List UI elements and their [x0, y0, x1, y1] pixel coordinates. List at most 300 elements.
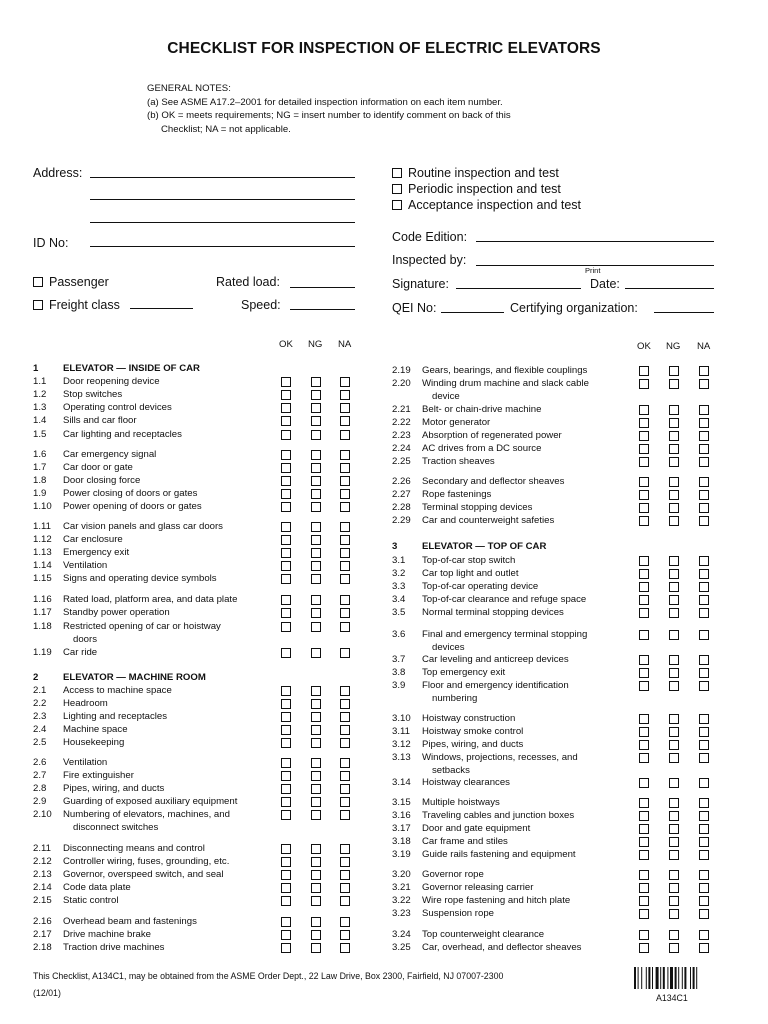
item-number: 3.17 [392, 823, 411, 834]
ok-checkbox[interactable] [639, 608, 649, 618]
ng-checkbox[interactable] [311, 450, 321, 460]
na-checkbox[interactable] [699, 753, 709, 763]
ng-checkbox[interactable] [311, 595, 321, 605]
ok-checkbox[interactable] [281, 758, 291, 768]
item-label: Car door or gate [63, 462, 133, 473]
na-checkbox[interactable] [699, 569, 709, 579]
ng-checkbox[interactable] [669, 405, 679, 415]
item-number: 1.18 [33, 621, 52, 632]
item-number: 2.24 [392, 443, 411, 454]
ok-checkbox[interactable] [281, 535, 291, 545]
ok-checkbox[interactable] [281, 548, 291, 558]
na-checkbox[interactable] [340, 896, 350, 906]
item-number: 2.3 [33, 711, 47, 722]
ng-checkbox[interactable] [669, 490, 679, 500]
ok-checkbox[interactable] [639, 727, 649, 737]
acceptance-option[interactable] [392, 198, 581, 212]
ng-checkbox[interactable] [669, 503, 679, 513]
ng-checkbox[interactable] [311, 430, 321, 440]
ng-checkbox[interactable] [669, 418, 679, 428]
na-checkbox[interactable] [340, 622, 350, 632]
ng-checkbox[interactable] [311, 403, 321, 413]
ok-checkbox[interactable] [281, 896, 291, 906]
passenger-option[interactable] [33, 275, 109, 289]
ok-checkbox[interactable] [281, 502, 291, 512]
item-number: 2.8 [33, 783, 47, 794]
na-checkbox[interactable] [340, 476, 350, 486]
ng-checkbox[interactable] [311, 416, 321, 426]
ok-checkbox[interactable] [639, 850, 649, 860]
item-number: 3.3 [392, 581, 406, 592]
ok-checkbox[interactable] [281, 377, 291, 387]
ng-checkbox[interactable] [311, 489, 321, 499]
ok-checkbox[interactable] [639, 418, 649, 428]
ng-checkbox[interactable] [311, 522, 321, 532]
ng-checkbox[interactable] [311, 622, 321, 632]
ok-checkbox[interactable] [281, 883, 291, 893]
ok-checkbox[interactable] [281, 712, 291, 722]
na-checkbox[interactable] [340, 725, 350, 735]
ng-checkbox[interactable] [669, 379, 679, 389]
ng-checkbox[interactable] [311, 377, 321, 387]
item-label: Ventilation [63, 757, 108, 768]
na-checkbox[interactable] [340, 771, 350, 781]
na-checkbox[interactable] [699, 896, 709, 906]
ok-checkbox[interactable] [639, 753, 649, 763]
ok-checkbox[interactable] [639, 943, 649, 953]
na-checkbox[interactable] [699, 477, 709, 487]
na-checkbox[interactable] [699, 943, 709, 953]
ng-checkbox[interactable] [669, 431, 679, 441]
ok-checkbox[interactable] [639, 457, 649, 467]
ng-checkbox[interactable] [669, 556, 679, 566]
ok-checkbox[interactable] [639, 503, 649, 513]
na-checkbox[interactable] [699, 418, 709, 428]
na-checkbox[interactable] [340, 686, 350, 696]
ng-checkbox[interactable] [669, 477, 679, 487]
item-label: Controller wiring, fuses, grounding, etc. [63, 856, 230, 867]
ng-checkbox[interactable] [311, 686, 321, 696]
ok-checkbox[interactable] [639, 930, 649, 940]
na-checkbox[interactable] [340, 784, 350, 794]
na-checkbox[interactable] [340, 502, 350, 512]
ng-checkbox[interactable] [311, 608, 321, 618]
item-number: 1.13 [33, 547, 52, 558]
na-checkbox[interactable] [699, 444, 709, 454]
item-label: AC drives from a DC source [422, 443, 542, 454]
na-checkbox[interactable] [699, 850, 709, 860]
ng-checkbox[interactable] [669, 896, 679, 906]
ok-checkbox[interactable] [639, 477, 649, 487]
item-label: Top-of-car clearance and refuge space [422, 594, 587, 605]
ng-checkbox[interactable] [311, 896, 321, 906]
na-checkbox[interactable] [699, 870, 709, 880]
ok-checkbox[interactable] [639, 896, 649, 906]
ng-checkbox[interactable] [669, 930, 679, 940]
na-checkbox[interactable] [340, 430, 350, 440]
ng-checkbox[interactable] [311, 771, 321, 781]
na-checkbox[interactable] [340, 390, 350, 400]
na-checkbox[interactable] [340, 548, 350, 558]
ng-checkbox[interactable] [311, 463, 321, 473]
item-label: Power closing of doors or gates [63, 488, 198, 499]
item-label: Car and counterweight safeties [422, 515, 555, 526]
ng-checkbox[interactable] [669, 714, 679, 724]
ok-checkbox[interactable] [639, 444, 649, 454]
na-checkbox[interactable] [340, 403, 350, 413]
na-checkbox[interactable] [699, 457, 709, 467]
item-label: Winding drum machine and slack cable [422, 378, 589, 389]
ng-checkbox[interactable] [311, 917, 321, 927]
item-label: Static control [63, 895, 119, 906]
ok-checkbox[interactable] [281, 608, 291, 618]
ok-checkbox[interactable] [639, 681, 649, 691]
ng-checkbox[interactable] [669, 582, 679, 592]
na-checkbox[interactable] [340, 699, 350, 709]
ng-checkbox[interactable] [311, 699, 321, 709]
na-checkbox[interactable] [340, 758, 350, 768]
inspected-by-label: Inspected by: [392, 253, 467, 267]
ng-checkbox[interactable] [669, 850, 679, 860]
item-label: Governor rope [422, 869, 484, 880]
footer-text: This Checklist, A134C1, may be obtained from the ASME Order Dept., 22 Law Drive, Box 2300, Fairfield, NJ 07007-2300 [33, 971, 504, 981]
freight-class-option[interactable] [33, 298, 120, 312]
ng-checkbox[interactable] [669, 909, 679, 919]
ng-checkbox[interactable] [311, 857, 321, 867]
address-line-1[interactable] [90, 177, 355, 178]
ok-checkbox[interactable] [639, 778, 649, 788]
ok-checkbox[interactable] [281, 857, 291, 867]
ok-checkbox[interactable] [281, 797, 291, 807]
na-checkbox[interactable] [340, 943, 350, 953]
address-line-3[interactable] [90, 222, 355, 223]
ng-checkbox[interactable] [311, 784, 321, 794]
ng-checkbox[interactable] [669, 740, 679, 750]
na-checkbox[interactable] [699, 405, 709, 415]
na-checkbox[interactable] [340, 648, 350, 658]
ng-checkbox[interactable] [669, 798, 679, 808]
na-checkbox[interactable] [699, 811, 709, 821]
na-checkbox[interactable] [699, 556, 709, 566]
ok-checkbox[interactable] [639, 870, 649, 880]
ng-checkbox[interactable] [311, 930, 321, 940]
freight-class-line[interactable] [130, 308, 193, 309]
ng-checkbox[interactable] [669, 824, 679, 834]
na-checkbox[interactable] [699, 431, 709, 441]
ng-checkbox[interactable] [311, 943, 321, 953]
item-number: 1.16 [33, 594, 52, 605]
ok-checkbox[interactable] [639, 811, 649, 821]
ok-checkbox[interactable] [281, 489, 291, 499]
item-label: Overhead beam and fastenings [63, 916, 197, 927]
na-checkbox[interactable] [340, 561, 350, 571]
ng-checkbox[interactable] [669, 630, 679, 640]
na-checkbox[interactable] [340, 857, 350, 867]
periodic-option[interactable] [392, 182, 561, 196]
left-ng-header: NG [308, 339, 323, 350]
na-checkbox[interactable] [340, 738, 350, 748]
na-checkbox[interactable] [699, 909, 709, 919]
ok-checkbox[interactable] [639, 714, 649, 724]
item-label: Car, overhead, and deflector sheaves [422, 942, 582, 953]
na-checkbox[interactable] [699, 727, 709, 737]
speed-line[interactable] [290, 309, 355, 310]
ok-checkbox[interactable] [281, 917, 291, 927]
ng-checkbox[interactable] [311, 758, 321, 768]
id-no-line[interactable] [90, 246, 355, 247]
ok-checkbox[interactable] [281, 390, 291, 400]
ok-checkbox[interactable] [281, 725, 291, 735]
ng-checkbox[interactable] [669, 457, 679, 467]
ng-checkbox[interactable] [669, 569, 679, 579]
item-number: 2.1 [33, 685, 47, 696]
na-checkbox[interactable] [699, 714, 709, 724]
ok-checkbox[interactable] [639, 516, 649, 526]
item-label-continued: disconnect switches [73, 822, 159, 833]
item-label: ELEVATOR — TOP OF CAR [422, 541, 547, 552]
item-number: 2.20 [392, 378, 411, 389]
ng-checkbox[interactable] [311, 797, 321, 807]
item-number: 2.23 [392, 430, 411, 441]
item-number: 2.25 [392, 456, 411, 467]
ok-checkbox[interactable] [281, 943, 291, 953]
na-checkbox[interactable] [340, 608, 350, 618]
na-checkbox[interactable] [699, 778, 709, 788]
na-checkbox[interactable] [340, 450, 350, 460]
ok-checkbox[interactable] [639, 655, 649, 665]
ng-checkbox[interactable] [669, 883, 679, 893]
qei-no-label: QEI No: [392, 301, 437, 315]
ok-checkbox[interactable] [281, 463, 291, 473]
na-checkbox[interactable] [699, 366, 709, 376]
item-number: 1.9 [33, 488, 47, 499]
ok-checkbox[interactable] [639, 366, 649, 376]
ng-checkbox[interactable] [669, 444, 679, 454]
ng-checkbox[interactable] [669, 837, 679, 847]
na-checkbox[interactable] [340, 489, 350, 499]
ok-checkbox[interactable] [639, 740, 649, 750]
ng-checkbox[interactable] [669, 366, 679, 376]
ng-checkbox[interactable] [311, 844, 321, 854]
na-checkbox[interactable] [699, 490, 709, 500]
ng-checkbox[interactable] [311, 476, 321, 486]
item-number: 1.8 [33, 475, 47, 486]
item-label: Absorption of regenerated power [422, 430, 562, 441]
acceptance-checkbox[interactable] [392, 200, 402, 210]
ng-checkbox[interactable] [669, 753, 679, 763]
na-checkbox[interactable] [340, 712, 350, 722]
item-label: Gears, bearings, and flexible couplings [422, 365, 588, 376]
ok-checkbox[interactable] [281, 561, 291, 571]
ok-checkbox[interactable] [281, 450, 291, 460]
na-checkbox[interactable] [340, 844, 350, 854]
item-number: 2.18 [33, 942, 52, 953]
freight-class-checkbox[interactable] [33, 300, 43, 310]
ng-checkbox[interactable] [311, 648, 321, 658]
item-label: Top-of-car operating device [422, 581, 539, 592]
code-edition-line[interactable] [476, 241, 714, 242]
na-checkbox[interactable] [699, 798, 709, 808]
right-na-header: NA [697, 341, 711, 352]
ok-checkbox[interactable] [281, 686, 291, 696]
ok-checkbox[interactable] [639, 798, 649, 808]
na-checkbox[interactable] [699, 582, 709, 592]
na-checkbox[interactable] [699, 837, 709, 847]
ok-checkbox[interactable] [639, 883, 649, 893]
qei-no-line[interactable] [441, 312, 504, 313]
item-label: Terminal stopping devices [422, 502, 533, 513]
item-label: Lighting and receptacles [63, 711, 168, 722]
ok-checkbox[interactable] [639, 668, 649, 678]
ng-checkbox[interactable] [311, 870, 321, 880]
signature-line[interactable] [456, 288, 581, 289]
ng-checkbox[interactable] [311, 810, 321, 820]
periodic-checkbox[interactable] [392, 184, 402, 194]
na-checkbox[interactable] [340, 416, 350, 426]
ok-checkbox[interactable] [281, 648, 291, 658]
na-checkbox[interactable] [699, 379, 709, 389]
na-checkbox[interactable] [699, 503, 709, 513]
ng-checkbox[interactable] [311, 738, 321, 748]
na-checkbox[interactable] [699, 655, 709, 665]
rated-load-line[interactable] [290, 287, 355, 288]
ng-checkbox[interactable] [311, 502, 321, 512]
ok-checkbox[interactable] [281, 699, 291, 709]
item-number: 3.9 [392, 680, 406, 691]
item-label: Code data plate [63, 882, 131, 893]
item-label: Rope fastenings [422, 489, 492, 500]
na-checkbox[interactable] [699, 824, 709, 834]
ng-checkbox[interactable] [669, 943, 679, 953]
item-number: 3.12 [392, 739, 411, 750]
date-line[interactable] [625, 288, 714, 289]
na-checkbox[interactable] [340, 535, 350, 545]
ng-checkbox[interactable] [311, 725, 321, 735]
item-number: 3.4 [392, 594, 406, 605]
ng-checkbox[interactable] [669, 608, 679, 618]
ng-checkbox[interactable] [669, 655, 679, 665]
na-checkbox[interactable] [699, 740, 709, 750]
note-b-cont: Checklist; NA = not applicable. [161, 123, 291, 135]
ng-checkbox[interactable] [669, 595, 679, 605]
routine-option[interactable] [392, 166, 559, 180]
ng-checkbox[interactable] [669, 778, 679, 788]
ng-checkbox[interactable] [669, 681, 679, 691]
item-number: 3.5 [392, 607, 406, 618]
ok-checkbox[interactable] [281, 844, 291, 854]
ng-checkbox[interactable] [669, 516, 679, 526]
item-label: Car frame and stiles [422, 836, 508, 847]
ng-checkbox[interactable] [669, 811, 679, 821]
item-number: 3.7 [392, 654, 406, 665]
item-number: 1.12 [33, 534, 52, 545]
ok-checkbox[interactable] [639, 569, 649, 579]
ok-checkbox[interactable] [639, 490, 649, 500]
na-checkbox[interactable] [699, 883, 709, 893]
ok-checkbox[interactable] [281, 810, 291, 820]
ng-checkbox[interactable] [311, 574, 321, 584]
ok-checkbox[interactable] [281, 870, 291, 880]
item-label: Car emergency signal [63, 449, 157, 460]
na-checkbox[interactable] [340, 463, 350, 473]
item-label: Housekeeping [63, 737, 125, 748]
ng-checkbox[interactable] [669, 870, 679, 880]
ok-checkbox[interactable] [281, 430, 291, 440]
ng-checkbox[interactable] [669, 727, 679, 737]
ng-checkbox[interactable] [311, 535, 321, 545]
ok-checkbox[interactable] [639, 630, 649, 640]
na-checkbox[interactable] [340, 595, 350, 605]
item-label-continued: device [432, 391, 460, 402]
ng-checkbox[interactable] [311, 712, 321, 722]
ng-checkbox[interactable] [311, 548, 321, 558]
routine-checkbox[interactable] [392, 168, 402, 178]
ok-checkbox[interactable] [639, 582, 649, 592]
item-label: Door and gate equipment [422, 823, 531, 834]
item-number: 3.8 [392, 667, 406, 678]
item-number: 2.28 [392, 502, 411, 513]
na-checkbox[interactable] [699, 595, 709, 605]
ok-checkbox[interactable] [281, 416, 291, 426]
ok-checkbox[interactable] [281, 595, 291, 605]
na-checkbox[interactable] [340, 574, 350, 584]
na-checkbox[interactable] [699, 630, 709, 640]
na-checkbox[interactable] [699, 516, 709, 526]
na-checkbox[interactable] [340, 810, 350, 820]
ok-checkbox[interactable] [281, 930, 291, 940]
passenger-checkbox[interactable] [33, 277, 43, 287]
na-checkbox[interactable] [340, 917, 350, 927]
na-checkbox[interactable] [340, 930, 350, 940]
na-checkbox[interactable] [699, 681, 709, 691]
ok-checkbox[interactable] [639, 837, 649, 847]
na-checkbox[interactable] [340, 797, 350, 807]
ok-checkbox[interactable] [639, 379, 649, 389]
ok-checkbox[interactable] [281, 476, 291, 486]
ng-checkbox[interactable] [669, 668, 679, 678]
ok-checkbox[interactable] [639, 556, 649, 566]
right-ok-header: OK [637, 341, 651, 352]
ok-checkbox[interactable] [281, 522, 291, 532]
certifying-org-line[interactable] [654, 312, 714, 313]
item-number: 3.1 [392, 555, 406, 566]
item-label: Sills and car floor [63, 415, 137, 426]
na-checkbox[interactable] [340, 870, 350, 880]
address-line-2[interactable] [90, 199, 355, 200]
na-checkbox[interactable] [340, 377, 350, 387]
ok-checkbox[interactable] [281, 622, 291, 632]
ng-checkbox[interactable] [311, 883, 321, 893]
ok-checkbox[interactable] [281, 403, 291, 413]
ok-checkbox[interactable] [639, 595, 649, 605]
na-checkbox[interactable] [699, 930, 709, 940]
ng-checkbox[interactable] [311, 561, 321, 571]
ok-checkbox[interactable] [281, 738, 291, 748]
na-checkbox[interactable] [340, 883, 350, 893]
ok-checkbox[interactable] [639, 824, 649, 834]
na-checkbox[interactable] [699, 668, 709, 678]
ok-checkbox[interactable] [281, 771, 291, 781]
ok-checkbox[interactable] [639, 431, 649, 441]
na-checkbox[interactable] [699, 608, 709, 618]
na-checkbox[interactable] [340, 522, 350, 532]
ok-checkbox[interactable] [281, 784, 291, 794]
ok-checkbox[interactable] [639, 405, 649, 415]
ok-checkbox[interactable] [639, 909, 649, 919]
ng-checkbox[interactable] [311, 390, 321, 400]
item-number: 2.21 [392, 404, 411, 415]
ok-checkbox[interactable] [281, 574, 291, 584]
